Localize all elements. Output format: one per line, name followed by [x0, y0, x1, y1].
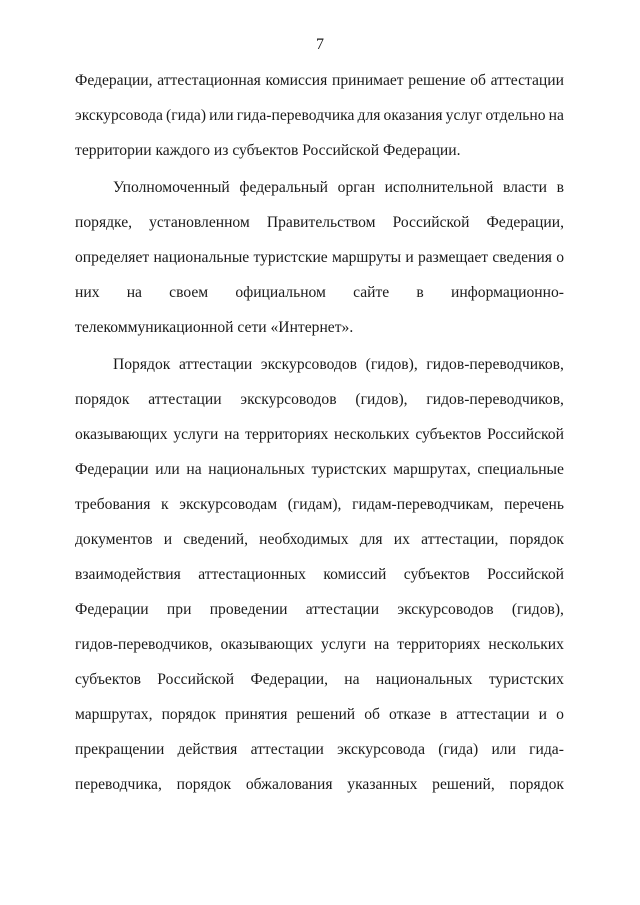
- word: Федерации,: [486, 214, 564, 231]
- word: экскурсовода: [337, 741, 426, 758]
- word: на: [548, 107, 564, 124]
- word: сведения: [492, 249, 552, 266]
- word: аттестации: [250, 741, 324, 758]
- word: территориях: [245, 426, 329, 443]
- word: прекращении: [75, 741, 165, 758]
- word: сайте: [353, 284, 390, 301]
- word: маршрутах,: [393, 461, 471, 478]
- word: порядок: [75, 391, 130, 408]
- word: и: [163, 531, 173, 548]
- word: (гидов),: [355, 391, 408, 408]
- word: оказывающих: [220, 636, 314, 653]
- text-line: [75, 283, 564, 303]
- word: них: [75, 284, 100, 301]
- word: проведении: [209, 601, 288, 618]
- text-line: [75, 775, 564, 795]
- word: перечень: [504, 496, 564, 513]
- word: специальные: [477, 461, 564, 478]
- word: услуг: [445, 107, 483, 124]
- word: туристские: [253, 249, 328, 266]
- word: экскурсоводов: [260, 356, 358, 373]
- word: отдельно: [485, 107, 546, 124]
- word: определяет: [75, 249, 150, 266]
- word: гидов-переводчиков,: [426, 391, 564, 408]
- word: услуги: [321, 636, 367, 653]
- word: гида-переводчика: [236, 107, 355, 124]
- word: об: [470, 72, 486, 89]
- word: на: [224, 426, 240, 443]
- word: экскурсоводов: [397, 601, 494, 618]
- word: телекоммуникационной сети «Интернет».: [75, 319, 354, 336]
- word: гидов-переводчиков,: [426, 356, 564, 373]
- text-line: [75, 740, 564, 760]
- text-line: [75, 390, 564, 410]
- text-line: [75, 213, 564, 233]
- word: к: [161, 496, 169, 513]
- word: размещает: [417, 249, 489, 266]
- word: необходимых: [259, 531, 349, 548]
- word: (гидам),: [287, 496, 342, 513]
- text-line: [75, 248, 564, 268]
- word: туристских: [488, 671, 564, 688]
- page-number: 7: [316, 36, 324, 53]
- word: взаимодействия: [75, 566, 181, 583]
- word: Российской: [157, 671, 235, 688]
- word: Российской: [487, 566, 564, 583]
- word: в: [439, 706, 448, 723]
- word: гидам-переводчикам,: [352, 496, 494, 513]
- text-line: [75, 141, 564, 161]
- word: их: [393, 531, 410, 548]
- word: туристских: [311, 461, 387, 478]
- word: территории каждого из субъектов Российской Федерации.: [75, 142, 461, 159]
- word: оказания: [383, 107, 443, 124]
- word: или: [209, 107, 234, 124]
- word: субъектов: [75, 671, 141, 688]
- word: аттестационная: [157, 72, 261, 89]
- word: о: [556, 706, 564, 723]
- word: услуги: [173, 426, 219, 443]
- word: и: [405, 249, 414, 266]
- word: аттестации: [305, 601, 380, 618]
- word: и: [538, 706, 548, 723]
- word: официальном: [235, 284, 326, 301]
- text-line: [75, 318, 564, 338]
- word: аттестации: [148, 391, 222, 408]
- word: аттестации: [456, 706, 530, 723]
- word: национальных: [375, 671, 473, 688]
- word: комиссия: [265, 72, 328, 89]
- word: документов: [75, 531, 153, 548]
- text-line: [113, 178, 564, 198]
- word: экскурсовода: [75, 107, 163, 124]
- word: переводчика,: [75, 776, 162, 793]
- word: для: [357, 107, 381, 124]
- text-line: [113, 355, 564, 375]
- word: о: [556, 249, 564, 266]
- word: принятия: [225, 706, 288, 723]
- word: исполнительной: [384, 179, 494, 196]
- word: нескольких: [334, 426, 410, 443]
- word: или: [155, 461, 180, 478]
- word: аттестации,: [421, 531, 499, 548]
- word: гидов-переводчиков,: [75, 636, 213, 653]
- word: (гидов),: [365, 356, 418, 373]
- text-line: [75, 565, 564, 585]
- word: или: [491, 741, 516, 758]
- word: Порядок: [113, 356, 171, 373]
- word: решение: [408, 72, 466, 89]
- word: субъектов: [403, 566, 470, 583]
- text-line: [75, 530, 564, 550]
- word: национальные: [153, 249, 250, 266]
- word: принимает: [332, 72, 404, 89]
- word: для: [359, 531, 383, 548]
- word: субъектов: [415, 426, 482, 443]
- word: отказе: [389, 706, 431, 723]
- word: Федерации: [75, 601, 149, 618]
- word: порядок: [161, 706, 216, 723]
- word: территориях: [397, 636, 481, 653]
- word: нескольких: [488, 636, 564, 653]
- word: решений,: [432, 776, 495, 793]
- word: в: [556, 179, 564, 196]
- word: маршруты: [331, 249, 402, 266]
- word: порядок: [176, 776, 232, 793]
- word: своем: [169, 284, 209, 301]
- text-line: [75, 425, 564, 445]
- word: указанных: [347, 776, 418, 793]
- word: аттестации: [178, 356, 253, 373]
- word: власти: [503, 179, 547, 196]
- word: информационно-: [450, 284, 564, 301]
- word: на: [186, 461, 202, 478]
- word: экскурсоводов: [240, 391, 337, 408]
- word: комиссий: [323, 566, 387, 583]
- word: установленном: [149, 214, 250, 231]
- text-line: [75, 106, 564, 126]
- word: порядок: [509, 776, 564, 793]
- word: (гида): [166, 107, 207, 124]
- word: требования: [75, 496, 151, 513]
- word: аттестационных: [198, 566, 306, 583]
- text-line: [75, 670, 564, 690]
- word: порядке,: [75, 214, 133, 231]
- word: гида-: [529, 741, 564, 758]
- text-line: [75, 600, 564, 620]
- word: на: [344, 671, 360, 688]
- word: национальных: [208, 461, 305, 478]
- word: Правительством: [266, 214, 376, 231]
- word: при: [166, 601, 192, 618]
- word: (гидов),: [511, 601, 564, 618]
- word: Российской: [487, 426, 564, 443]
- word: об: [364, 706, 380, 723]
- word: маршрутах,: [75, 706, 153, 723]
- word: обжалования: [245, 776, 333, 793]
- text-line: [75, 71, 564, 91]
- word: Федерации: [75, 461, 149, 478]
- word: Уполномоченный: [113, 179, 230, 196]
- text-line: [75, 705, 564, 725]
- word: сведений,: [183, 531, 248, 548]
- word: орган: [337, 179, 375, 196]
- word: федеральный: [239, 179, 329, 196]
- word: на: [126, 284, 142, 301]
- word: на: [374, 636, 390, 653]
- word: Российской: [392, 214, 470, 231]
- text-line: [75, 460, 564, 480]
- word: Федерации,: [75, 72, 153, 89]
- word: порядок: [509, 531, 564, 548]
- word: экскурсоводам: [179, 496, 278, 513]
- word: (гида): [438, 741, 479, 758]
- word: в: [416, 284, 424, 301]
- word: Федерации,: [250, 671, 328, 688]
- text-line: [75, 635, 564, 655]
- word: решений: [296, 706, 356, 723]
- word: аттестации: [490, 72, 564, 89]
- word: действия: [177, 741, 238, 758]
- word: оказывающих: [75, 426, 168, 443]
- text-line: [75, 495, 564, 515]
